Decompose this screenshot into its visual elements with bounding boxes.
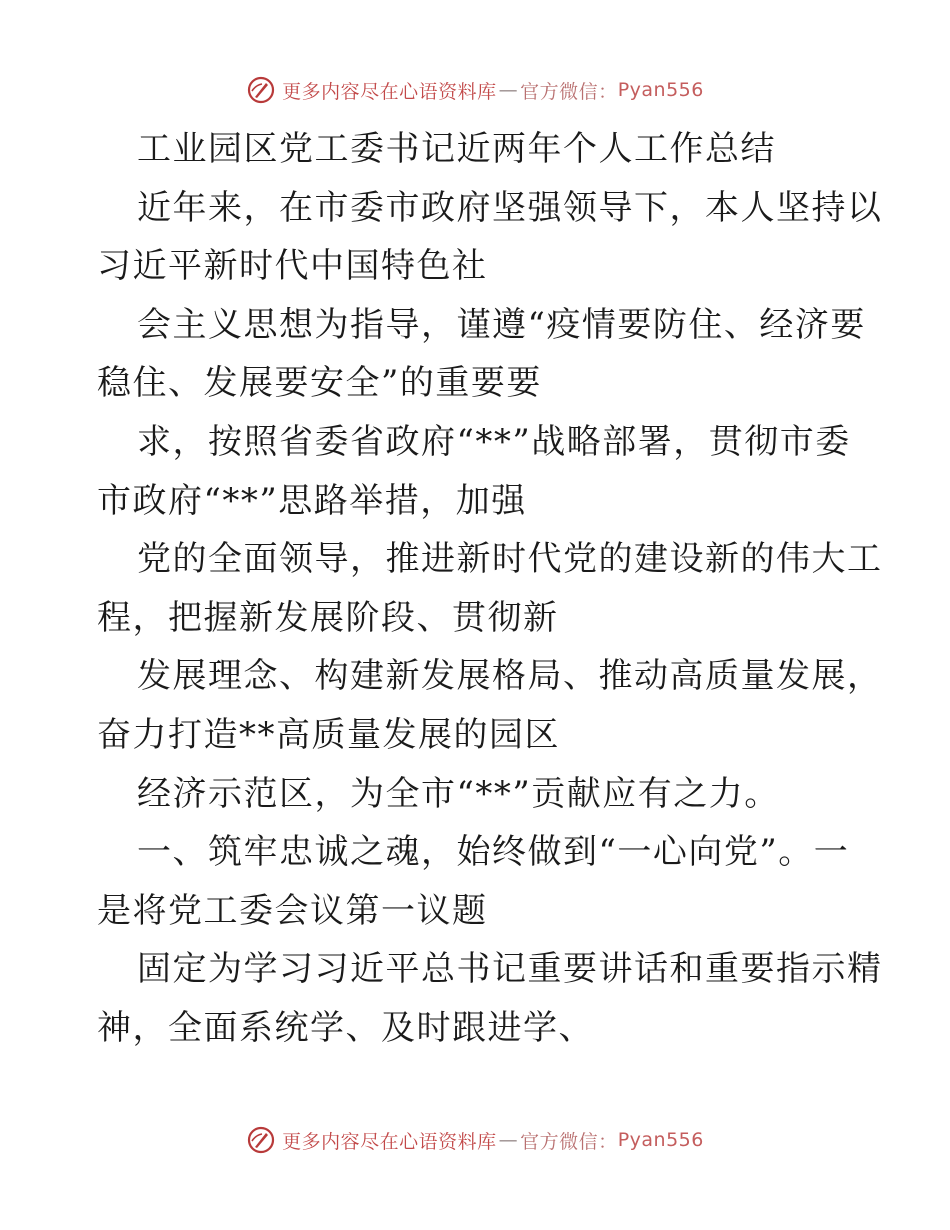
- document-line: 工业园区党工委书记近两年个人工作总结: [137, 129, 776, 169]
- banner-separator: —: [498, 1129, 519, 1151]
- document-line: 发展理念、构建新发展格局、推动高质量发展，: [137, 656, 883, 697]
- document-line: 市政府“**”思路举措，加强: [97, 480, 527, 521]
- document-line: 稳住、发展要安全”的重要要: [97, 363, 542, 404]
- document-line: 程，把握新发展阶段、贯彻新: [97, 597, 559, 638]
- document-line: 党的全面领导，推进新时代党的建设新的伟大工: [137, 539, 883, 580]
- document-line: 神，全面系统学、及时跟进学、: [97, 1007, 594, 1048]
- banner-official-label: 官方微信：: [520, 80, 618, 103]
- document-line: 会主义思想为指导，谨遵“疫情要防住、经济要: [137, 304, 866, 345]
- banner-official-label: 官方微信：: [520, 1130, 618, 1153]
- document-body: [97, 120, 883, 1058]
- quill-logo-icon: [246, 75, 276, 105]
- document-line: 一、筑牢忠诚之魂，始终做到“一心向党”。一: [137, 832, 850, 873]
- document-line: 求，按照省委省政府“**”战略部署，贯彻市委: [137, 421, 851, 462]
- banner-wechat-id: Pyan556: [617, 1129, 704, 1151]
- document-line: 经济示范区，为全市“**”贡献应有之力。: [137, 773, 780, 814]
- banner-wechat-id: Pyan556: [617, 79, 704, 101]
- quill-logo-icon: [246, 1125, 276, 1155]
- banner-brand-text: 更多内容尽在心语资料库: [282, 1130, 497, 1153]
- footer-banner: [0, 1120, 950, 1160]
- document-line: 近年来，在市委市政府坚强领导下，本人坚持以: [137, 187, 883, 228]
- header-banner: [0, 70, 950, 110]
- banner-separator: —: [498, 79, 519, 101]
- document-line: 奋力打造**高质量发展的园区: [97, 714, 560, 755]
- document-line: 是将党工委会议第一议题: [97, 890, 488, 931]
- document-line: 习近平新时代中国特色社: [97, 246, 488, 287]
- document-line: 固定为学习习近平总书记重要讲话和重要指示精: [137, 949, 883, 990]
- banner-brand-text: 更多内容尽在心语资料库: [282, 80, 497, 103]
